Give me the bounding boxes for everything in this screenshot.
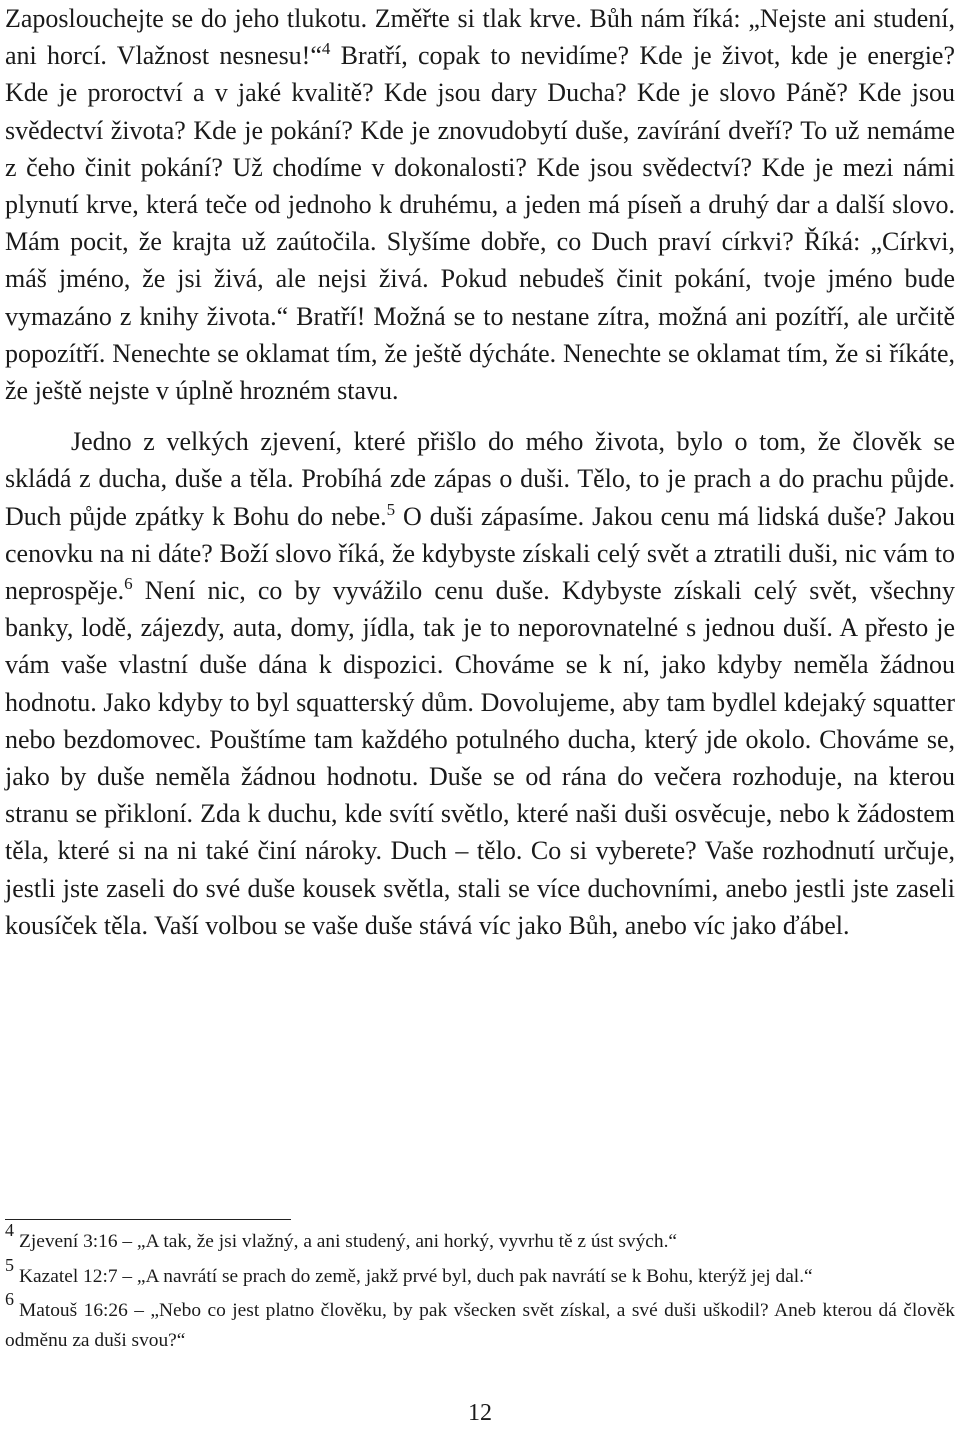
paragraph-text: Není nic, co by vyvážilo cenu duše. Kdybyste získali celý svět, všechny banky, lodě, zájezdy, auta, domy, jídla, tak je to neporovnatelné s jednou duší. A přesto je vám vaše vlastní duše dána k dispozici. Chováme se k ní, jako kdyby neměla žádnou hodnotu. Jako kdyby to byl squatterský dům. Dovolujeme, aby tam bydlel kdejaký squatter nebo bezdomovec. Pouštíme tam každého potulného ducha, který jde okolo. Chováme se, jako by duše neměla žádnou hodnotu. Duše se od rána do večera rozhoduje, na kterou stranu se přikloní. Zda k duchu, kde svítí světlo, které naši duši osvěcuje, nebo k žádostem těla, které si na ni také činí nároky. Duch – tělo. Co si vyberete? Vaše rozhodnutí určuje, jestli jste zaseli do své duše kousek světla, stali se více duchovními, anebo jestli jste zaseli kousíček těla. Vaší volbou se vaše duše stává víc jako Bůh, anebo víc jako ďábel. (5, 576, 955, 940)
footnote (5, 1289, 955, 1355)
footnotes (5, 1220, 955, 1355)
footnote-reference[interactable]: 5 (386, 499, 396, 519)
body-paragraph (5, 423, 955, 944)
footnote-number: 5 (5, 1254, 14, 1275)
paragraph-text: Zaposlouchejte se do jeho tlukotu. Změřte si tlak krve. Bůh nám říká: „Nejste ani studení, ani horcí. Vlažnost nesnesu!“ (5, 4, 955, 71)
page-number: 12 (468, 1400, 492, 1426)
footnote-number: 4 (5, 1220, 14, 1240)
footnote-text: Kazatel 12:7 – „A navrátí se prach do země, jakž prvé byl, duch pak navrátí se k Bohu, kterýž jej dal.“ (19, 1265, 813, 1287)
footnote-reference[interactable]: 6 (124, 574, 133, 594)
body-paragraph (5, 0, 955, 409)
paragraph-text: Bratří, copak to nevidíme? Kde je život, kde je energie? Kde je proroctví a v jaké kvalitě? Kde jsou dary Ducha? Kde je slovo Páně? Kde jsou svědectví života? Kde je pokání? Kde je znovudobytí duše, zavírání dveří? To už nemáme z čeho činit pokání? Už chodíme v dokonalosti? Kde jsou svědectví? Kde je mezi námi plynutí krve, která teče od jednoho k druhému, a jeden má píseň a druhý dar a další slovo. Mám pocit, že krajta už zaútočila. Slyšíme dobře, co Duch praví církvi? Říká: „Církvi, máš jméno, že jsi živá, ale nejsi živá. Pokud nebudeš činit pokání, tvoje jméno bude vymazáno z knihy života.“ Bratří! Možná se to nestane zítra, možná ani pozítří, ale určitě popozítří. Nenechte se oklamat tím, že ještě dýcháte. Nenechte se oklamat tím, že si říkáte, že ještě nejste v úplně hrozném stavu. (5, 41, 956, 406)
footnote-separator (5, 1219, 291, 1220)
page-body (5, 0, 955, 944)
paragraph-text: Jedno z velkých zjevení, které přišlo do mého života, bylo o tom, že člověk se skládá z ducha, duše a těla. Probíhá zde zápas o duši. Tělo, to je prach a do prachu půjde. Duch půjde zpátky k Bohu do nebe. (5, 427, 955, 531)
footnote (5, 1254, 955, 1292)
footnote-text: Matouš 16:26 – „Nebo co jest platno člověku, by pak všecken svět získal, a své duši uškodil? Aneb kterou dá člověk odměnu za duši svou?“ (5, 1300, 955, 1351)
footnote-number: 6 (5, 1289, 14, 1309)
footnote-text: Zjevení 3:16 – „A tak, že jsi vlažný, a ani studený, ani horký, vyvrhu tě z úst svých.“ (19, 1231, 678, 1252)
paragraph-text: O duši zápasíme. Jakou cenu má lidská duše? Jakou cenovku na ni dáte? Boží slovo říká, že kdybyste získali celý svět a ztratili duši, nic vám to neprospěje. (5, 501, 955, 606)
footnote-reference[interactable]: 4 (321, 39, 331, 59)
footnote (5, 1220, 955, 1257)
